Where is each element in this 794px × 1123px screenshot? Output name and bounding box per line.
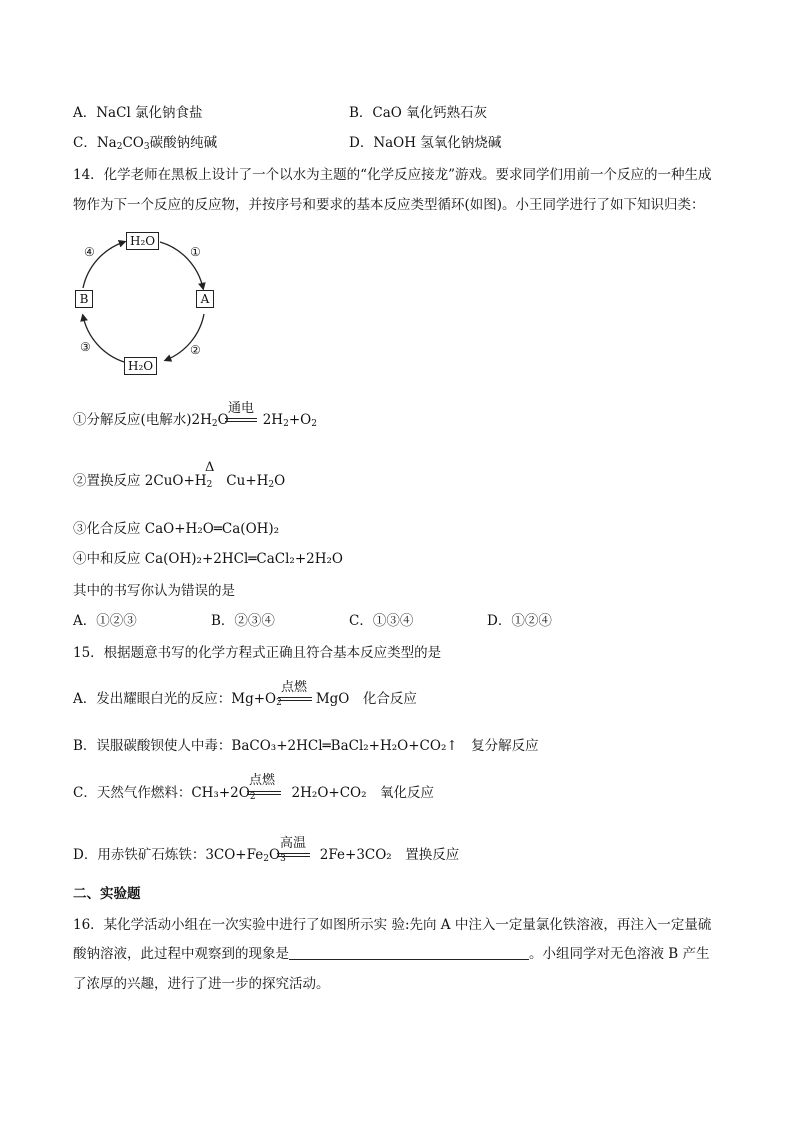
q15-d-equals bbox=[277, 853, 310, 857]
q15-option-c: C．天然气作燃料：$CH_3+2O_2$ 2H₂O+CO₂ 氧化反应 bbox=[73, 785, 435, 802]
reaction-1-equals bbox=[225, 418, 257, 422]
q14-option-d: D．①②④ bbox=[487, 613, 552, 629]
q15-a-condition: 点燃 bbox=[281, 680, 308, 695]
q15-option-b: B．误服碳酸钡使人中毒：BaCO₃+2HCl═BaCl₂+H₂O+CO₂↑ 复分解反应 bbox=[73, 738, 539, 754]
q14-stem-line1: 14．化学老师在黑板上设计了一个以水为主题的“化学反应接龙”游戏。要求同学们用前一个反应的一种生成 bbox=[73, 167, 712, 183]
reaction-2: ②置换反应 $2CuO+H_2$ $Cu+H_2O$ bbox=[73, 473, 286, 490]
q13-option-b: B．CaO 氧化钙熟石灰 bbox=[349, 105, 488, 121]
reaction-4: ④中和反应 Ca(OH)₂+2HCl═CaCl₂+2H₂O bbox=[73, 551, 343, 567]
q16-line2: 酸钠溶液，此过程中观察到的现象是 。小组同学对无色溶液 B 产生 bbox=[73, 946, 710, 962]
q13-option-c: C．$Na_2CO_3$碳酸钠纯碱 bbox=[73, 135, 218, 152]
diagram-step-3: ③ bbox=[80, 340, 91, 354]
q14-option-a: A．①②③ bbox=[73, 613, 137, 629]
section-heading: 二、实验题 bbox=[73, 886, 141, 902]
q15-option-d: D．用赤铁矿石炼铁：$3CO+Fe_2O_3$ 2Fe+3CO₂ 置换反应 bbox=[73, 847, 460, 864]
reaction-3: ③化合反应 CaO+H₂O═Ca(OH)₂ bbox=[73, 521, 280, 537]
q16-line1: 16．某化学活动小组在一次实验中进行了如图所示实 验:先向 A 中注入一定量氯化铁溶液，再注入一定量硫 bbox=[73, 917, 712, 933]
diagram-step-4: ④ bbox=[84, 245, 95, 259]
diagram-box-bottom-h2o: H₂O bbox=[124, 357, 157, 375]
reaction-2-condition: Δ bbox=[205, 460, 215, 475]
reaction-1-condition: 通电 bbox=[228, 401, 255, 416]
reaction-1: ①分解反应(电解水)$2H_2O$ $2H_2+O_2$ bbox=[73, 412, 317, 429]
q15-d-condition: 高温 bbox=[280, 836, 307, 851]
q15-c-equals bbox=[247, 791, 281, 795]
q14-stem-line2: 物作为下一个反应的反应物，并按序号和要求的基本反应类型循环(如图)。小王同学进行了如下知识归类： bbox=[73, 197, 705, 213]
q15-a-equals bbox=[278, 697, 312, 701]
answer-blank[interactable] bbox=[289, 945, 529, 960]
diagram-box-top-h2o: H₂O bbox=[126, 232, 159, 250]
q15-stem: 15．根据题意书写的化学方程式正确且符合基本反应类型的是 bbox=[73, 645, 442, 661]
diagram-step-1: ① bbox=[190, 245, 201, 259]
q14-option-b: B．②③④ bbox=[211, 613, 275, 629]
q15-c-condition: 点燃 bbox=[249, 773, 276, 788]
q16-line3: 了浓厚的兴趣，进行了进一步的探究活动。 bbox=[73, 976, 330, 992]
q13-option-d: D．NaOH 氢氧化钠烧碱 bbox=[349, 135, 502, 151]
diagram-box-a: A bbox=[196, 290, 214, 308]
q14-question: 其中的书写你认为错误的是 bbox=[73, 583, 235, 599]
q15-option-a: A．发出耀眼白光的反应：$Mg+O_2$ MgO 化合反应 bbox=[73, 691, 417, 708]
diagram-box-b: B bbox=[75, 290, 93, 308]
diagram-step-2: ② bbox=[190, 343, 201, 357]
q13-option-a: A．NaCl 氯化钠食盐 bbox=[73, 105, 203, 121]
q14-option-c: C．①③④ bbox=[349, 613, 414, 629]
